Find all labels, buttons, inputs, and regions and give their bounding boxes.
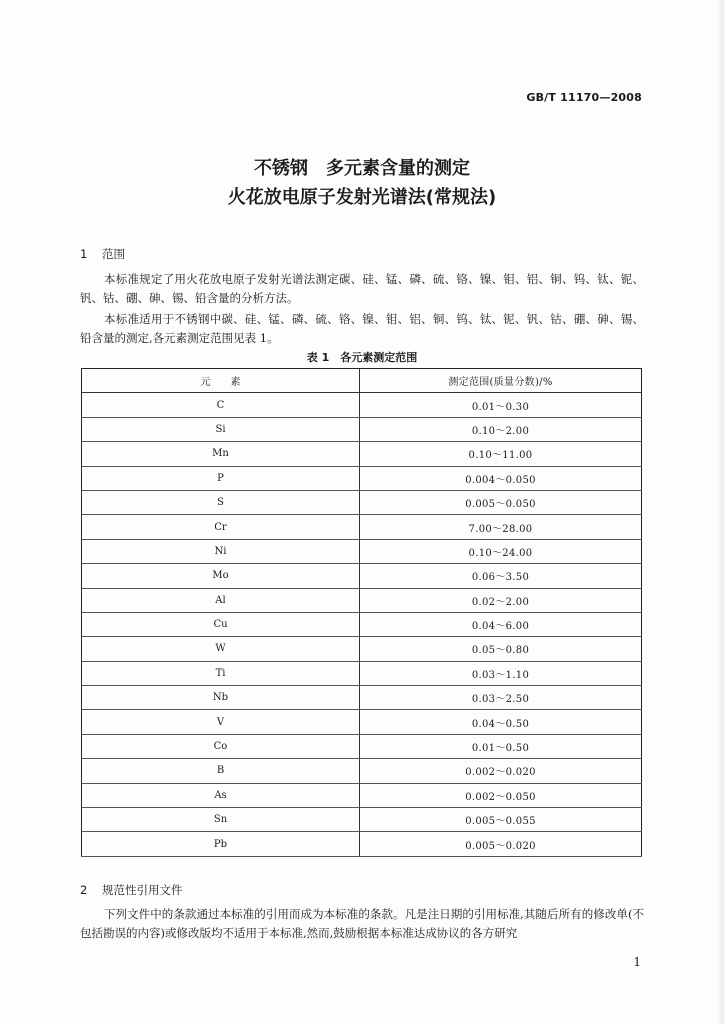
table-row [82,686,642,710]
range-value-cell: 0.10～11.00 [360,442,642,466]
element-symbol-cell: S [82,490,360,514]
scan-edge-shadow [716,0,724,1024]
element-symbol-cell: Pb [82,832,360,856]
table-row [82,759,642,783]
table-row [82,734,642,758]
element-symbol-cell: Ni [82,539,360,563]
table-row [82,515,642,539]
table-row [82,637,642,661]
table-row [82,588,642,612]
section-1-paragraph-1: 本标准规定了用火花放电原子发射光谱法测定碳、硅、锰、磷、硫、铬、镍、钼、铝、铜、钨、钛、铌、钒、钴、硼、砷、锡、铅含量的分析方法。 [80,272,644,305]
range-value-cell: 0.01～0.50 [360,734,642,758]
section-1-title: 范围 [102,247,125,261]
column-header-range: 测定范围(质量分数)/% [360,369,642,393]
table-row [82,661,642,685]
table-body [82,393,642,856]
table-row [82,442,642,466]
range-value-cell: 0.004～0.050 [360,466,642,490]
element-symbol-cell: B [82,759,360,783]
element-symbol-cell: Nb [82,686,360,710]
table-row [82,710,642,734]
range-value-cell: 0.03～2.50 [360,686,642,710]
element-range-table [81,368,642,857]
table-row [82,393,642,417]
table-header-row [82,369,642,393]
element-symbol-cell: Mn [82,442,360,466]
range-value-cell: 0.03～1.10 [360,661,642,685]
range-value-cell: 0.002～0.020 [360,759,642,783]
range-value-cell: 0.02～2.00 [360,588,642,612]
section-1-paragraph-2: 本标准适用于不锈钢中碳、硅、锰、磷、硫、铬、镍、钼、铝、铜、钨、钛、铌、钒、钴、硼、砷、锡、铅含量的测定,各元素测定范围见表 1。 [80,312,644,345]
document-title-line1: 不锈钢 多元素含量的测定 [254,158,470,179]
table-row [82,539,642,563]
column-header-element: 元 素 [82,369,360,393]
section-2-number: 2 [80,883,88,897]
range-value-cell: 0.005～0.020 [360,832,642,856]
page-number: 1 [633,955,641,969]
table-row [82,564,642,588]
range-value-cell: 7.00～28.00 [360,515,642,539]
range-value-cell: 0.05～0.80 [360,637,642,661]
range-value-cell: 0.04～6.00 [360,612,642,636]
section-2-title: 规范性引用文件 [102,883,183,897]
range-value-cell: 0.04～0.50 [360,710,642,734]
section-2-paragraph-1: 下列文件中的条款通过本标准的引用而成为本标准的条款。凡是注日期的引用标准,其随后所有的修改单(不包括勘误的内容)或修改版均不适用于本标准,然而,鼓励根据本标准达成协议的各方研究 [80,907,644,940]
range-value-cell: 0.005～0.050 [360,490,642,514]
standard-number: GB/T 11170—2008 [526,91,642,104]
table-row [82,612,642,636]
section-2-heading [80,882,183,898]
range-value-cell: 0.005～0.055 [360,808,642,832]
table-row [82,783,642,807]
element-symbol-cell: Cu [82,612,360,636]
range-value-cell: 0.10～2.00 [360,417,642,441]
range-value-cell: 0.002～0.050 [360,783,642,807]
table-row [82,832,642,856]
element-symbol-cell: P [82,466,360,490]
element-symbol-cell: Mo [82,564,360,588]
document-title-line2: 火花放电原子发射光谱法(常规法) [227,187,497,208]
table-row [82,490,642,514]
table-row [82,466,642,490]
element-symbol-cell: Sn [82,808,360,832]
range-value-cell: 0.01～0.30 [360,393,642,417]
element-symbol-cell: C [82,393,360,417]
table-row [82,808,642,832]
element-symbol-cell: As [82,783,360,807]
element-symbol-cell: Ti [82,661,360,685]
table-row [82,417,642,441]
element-symbol-cell: Cr [82,515,360,539]
element-symbol-cell: Si [82,417,360,441]
section-1-number: 1 [80,247,88,261]
element-symbol-cell: W [82,637,360,661]
section-1-heading [80,246,125,262]
range-value-cell: 0.06～3.50 [360,564,642,588]
element-symbol-cell: V [82,710,360,734]
element-symbol-cell: Al [82,588,360,612]
table-1-caption: 表 1 各元素测定范围 [306,351,418,364]
range-value-cell: 0.10～24.00 [360,539,642,563]
element-symbol-cell: Co [82,734,360,758]
